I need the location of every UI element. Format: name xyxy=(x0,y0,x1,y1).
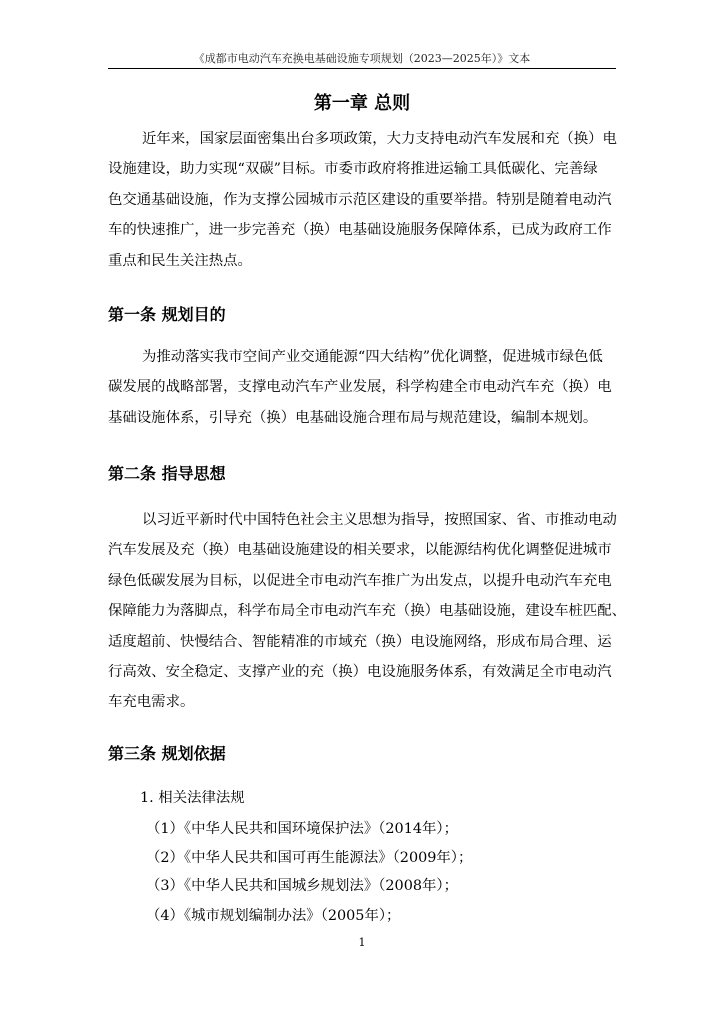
paragraph-line: 汽车发展及充（换）电基础设施建设的相关要求，以能源结构优化调整促进城市 xyxy=(108,542,612,559)
chapter-title: 第一章 总则 xyxy=(313,93,411,114)
list-item: （3）《中华人民共和国城乡规划法》（2008年）； xyxy=(146,878,458,894)
running-header: 《成都市电动汽车充换电基础设施专项规划（2023—2025年）》文本 xyxy=(193,52,531,65)
paragraph-line: 车的快速推广，进一步完善充（换）电基础设施服务保障体系，已成为政府工作 xyxy=(108,222,612,239)
paragraph-line: 近年来，国家层面密集出台多项政策，大力支持电动汽车发展和充（换）电 xyxy=(142,131,617,147)
paragraph-line: 绿色低碳发展为目标，以促进全市电动汽车推广为出发点，以提升电动汽车充电 xyxy=(108,572,612,589)
paragraph-line: 设施建设，助力实现“双碳”目标。市委市政府将推进运输工具低碳化、完善绿 xyxy=(108,161,598,178)
paragraph-line: 以习近平新时代中国特色社会主义思想为指导，按照国家、省、市推动电动 xyxy=(142,512,617,528)
paragraph-line: 保障能力为落脚点，科学布局全市电动汽车充（换）电基础设施，建设车桩匹配、 xyxy=(108,603,627,620)
paragraph-line: 基础设施体系，引导充（换）电基础设施合理布局与规范建设，编制本规划。 xyxy=(108,409,598,426)
article3-subheading: 1. 相关法律法规 xyxy=(140,790,245,806)
header-rule xyxy=(108,68,616,69)
paragraph-line: 车充电需求。 xyxy=(108,694,195,711)
list-item: （2）《中华人民共和国可再生能源法》（2009年）； xyxy=(146,850,473,866)
page-number: 1 xyxy=(358,936,366,949)
paragraph-line: 适度超前、快慢结合、智能精准的市域充（换）电设施网络，形成布局合理、运 xyxy=(108,633,612,650)
list-item: （1）《中华人民共和国环境保护法》（2014年）； xyxy=(146,821,458,837)
paragraph-line: 为推动落实我市空间产业交通能源“四大结构”优化调整，促进城市绿色低 xyxy=(142,349,603,365)
paragraph-line: 色交通基础设施，作为支撑公园城市示范区建设的重要举措。特别是随着电动汽 xyxy=(108,191,612,208)
article2-heading: 第二条 指导思想 xyxy=(108,464,226,483)
paragraph-line: 碳发展的战略部署，支撑电动汽车产业发展，科学构建全市电动汽车充（换）电 xyxy=(108,379,612,396)
list-item: （4）《城市规划编制办法》（2005年）； xyxy=(146,908,401,924)
intro-paragraph xyxy=(108,124,616,276)
paragraph-line: 行高效、安全稳定、支撑产业的充（换）电设施服务体系，有效满足全市电动汽 xyxy=(108,663,612,680)
article1-paragraph xyxy=(108,342,616,433)
article1-heading: 第一条 规划目的 xyxy=(108,305,226,324)
article3-heading: 第三条 规划依据 xyxy=(108,744,226,763)
paragraph-line: 重点和民生关注热点。 xyxy=(108,252,252,269)
article2-paragraph xyxy=(108,505,627,718)
